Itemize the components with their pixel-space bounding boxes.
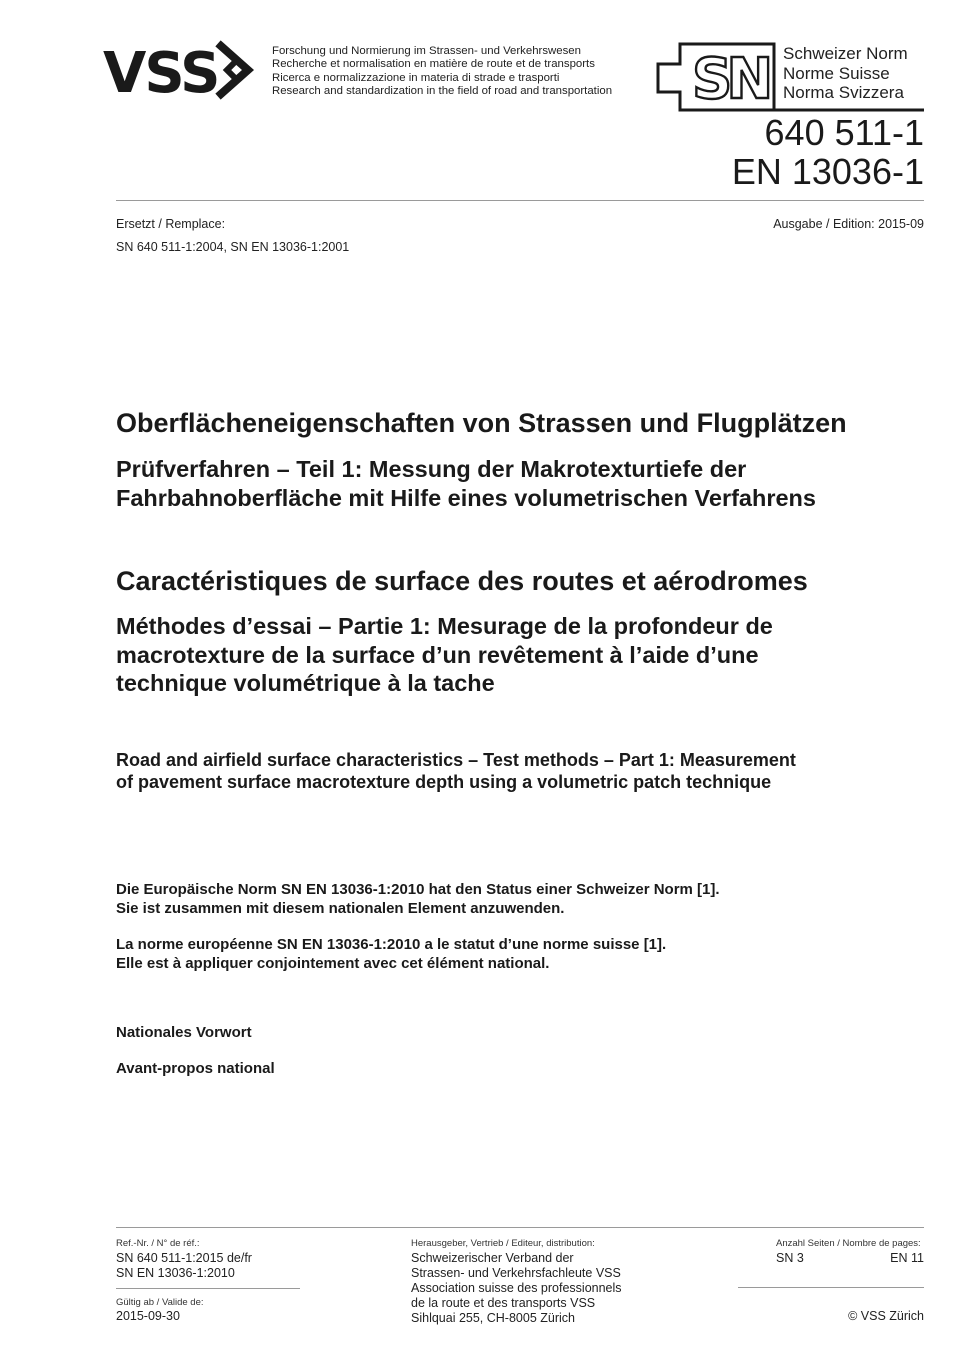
- replaces-label: Ersetzt / Remplace:: [116, 217, 226, 231]
- title-en-line: Road and airfield surface characteristics – Test methods – Part 1: Measurement: [116, 750, 796, 770]
- vss-tagline-de: Forschung und Normierung im Strassen- und Verkehrswesen: [272, 45, 581, 57]
- vss-logo: [103, 40, 263, 102]
- notice-de: [116, 881, 916, 918]
- footer-col1-rule: [116, 1288, 300, 1289]
- notice-de-line: Sie ist zusammen mit diesem nationalen Element anzuwenden.: [116, 899, 565, 917]
- title-fr-sub-line: Méthodes d’essai – Partie 1: Mesurage de la profondeur de: [116, 613, 773, 639]
- vss-tagline-it: Ricerca e normalizzazione in materia di strade e trasporti: [272, 71, 560, 84]
- title-en: [116, 749, 916, 793]
- foreword-de-heading: Nationales Vorwort: [116, 1024, 252, 1041]
- notice-fr-line: La norme européenne SN EN 13036-1:2010 a le statut d’une norme suisse [1].: [116, 936, 667, 953]
- title-de-sub: [116, 455, 936, 512]
- edition: Ausgabe / Edition: 2015-09: [773, 217, 924, 231]
- valid-label: Gültig ab / Valide de:: [116, 1297, 204, 1308]
- pages-label: Anzahl Seiten / Nombre de pages:: [776, 1238, 921, 1249]
- en-number: EN 13036-1: [731, 151, 924, 192]
- pages-en: EN 11: [890, 1251, 924, 1265]
- ref-value-1: SN 640 511-1:2015 de/fr: [116, 1251, 252, 1265]
- sn-label-block: [783, 44, 908, 103]
- publisher-label: Herausgeber, Vertrieb / Editeur, distribution:: [411, 1238, 595, 1249]
- publisher-line: Schweizerischer Verband der: [411, 1251, 574, 1265]
- replaces-value: SN 640 511-1:2004, SN EN 13036-1:2001: [116, 240, 350, 254]
- vss-tagline-fr: Recherche et normalisation en matière de route et de transports: [272, 58, 595, 71]
- header-divider: [116, 200, 924, 201]
- title-fr-sub-line: macrotexture de la surface d’un revêtement à l’aide d’une: [116, 641, 759, 668]
- footer-divider: [116, 1227, 924, 1228]
- foreword-fr-heading: Avant-propos national: [116, 1060, 275, 1077]
- copyright: © VSS Zürich: [848, 1309, 924, 1323]
- title-de-main: Oberflächeneigenschaften von Strassen und Flugplätzen: [116, 408, 847, 438]
- standard-number: 640 511-1: [764, 112, 924, 153]
- title-de-sub-line: Fahrbahnoberfläche mit Hilfe eines volumetrischen Verfahrens: [116, 484, 816, 511]
- title-fr-sub-line: technique volumétrique à la tache: [116, 670, 495, 696]
- publisher-line: Association suisse des professionnels: [411, 1281, 622, 1295]
- ref-value-2: SN EN 13036-1:2010: [116, 1266, 235, 1280]
- sn-logo-text: SN: [692, 47, 768, 112]
- publisher-line: Sihlquai 255, CH-8005 Zürich: [411, 1311, 575, 1325]
- publisher-line: Strassen- und Verkehrsfachleute VSS: [411, 1266, 621, 1280]
- notice-fr: [116, 936, 916, 973]
- sn-label-fr: Norme Suisse: [783, 63, 890, 83]
- footer-col3-rule: [738, 1287, 924, 1288]
- vss-tagline-en: Research and standardization in the field of road and transportation: [272, 84, 613, 97]
- title-en-line: of pavement surface macrotexture depth using a volumetric patch technique: [116, 772, 772, 792]
- notice-fr-line: Elle est à appliquer conjointement avec cet élément national.: [116, 954, 550, 972]
- vss-tagline: [272, 45, 612, 98]
- valid-value: 2015-09-30: [116, 1309, 180, 1323]
- vss-logo-text: VSS: [103, 41, 219, 102]
- pages-sn: SN 3: [776, 1251, 804, 1265]
- sn-label-it: Norma Svizzera: [783, 83, 904, 102]
- title-de-sub-line: Prüfverfahren – Teil 1: Messung der Makrotexturtiefe der: [116, 456, 747, 482]
- ref-label: Ref.-Nr. / N° de réf.:: [116, 1238, 200, 1249]
- title-fr-main: Caractéristiques de surface des routes et aérodromes: [116, 566, 808, 596]
- title-fr-sub: [116, 612, 936, 698]
- publisher-block: [411, 1251, 622, 1326]
- sn-label-de: Schweizer Norm: [783, 44, 908, 63]
- notice-de-line: Die Europäische Norm SN EN 13036-1:2010 hat den Status einer Schweizer Norm [1].: [116, 881, 720, 898]
- publisher-line: de la route et des transports VSS: [411, 1296, 596, 1310]
